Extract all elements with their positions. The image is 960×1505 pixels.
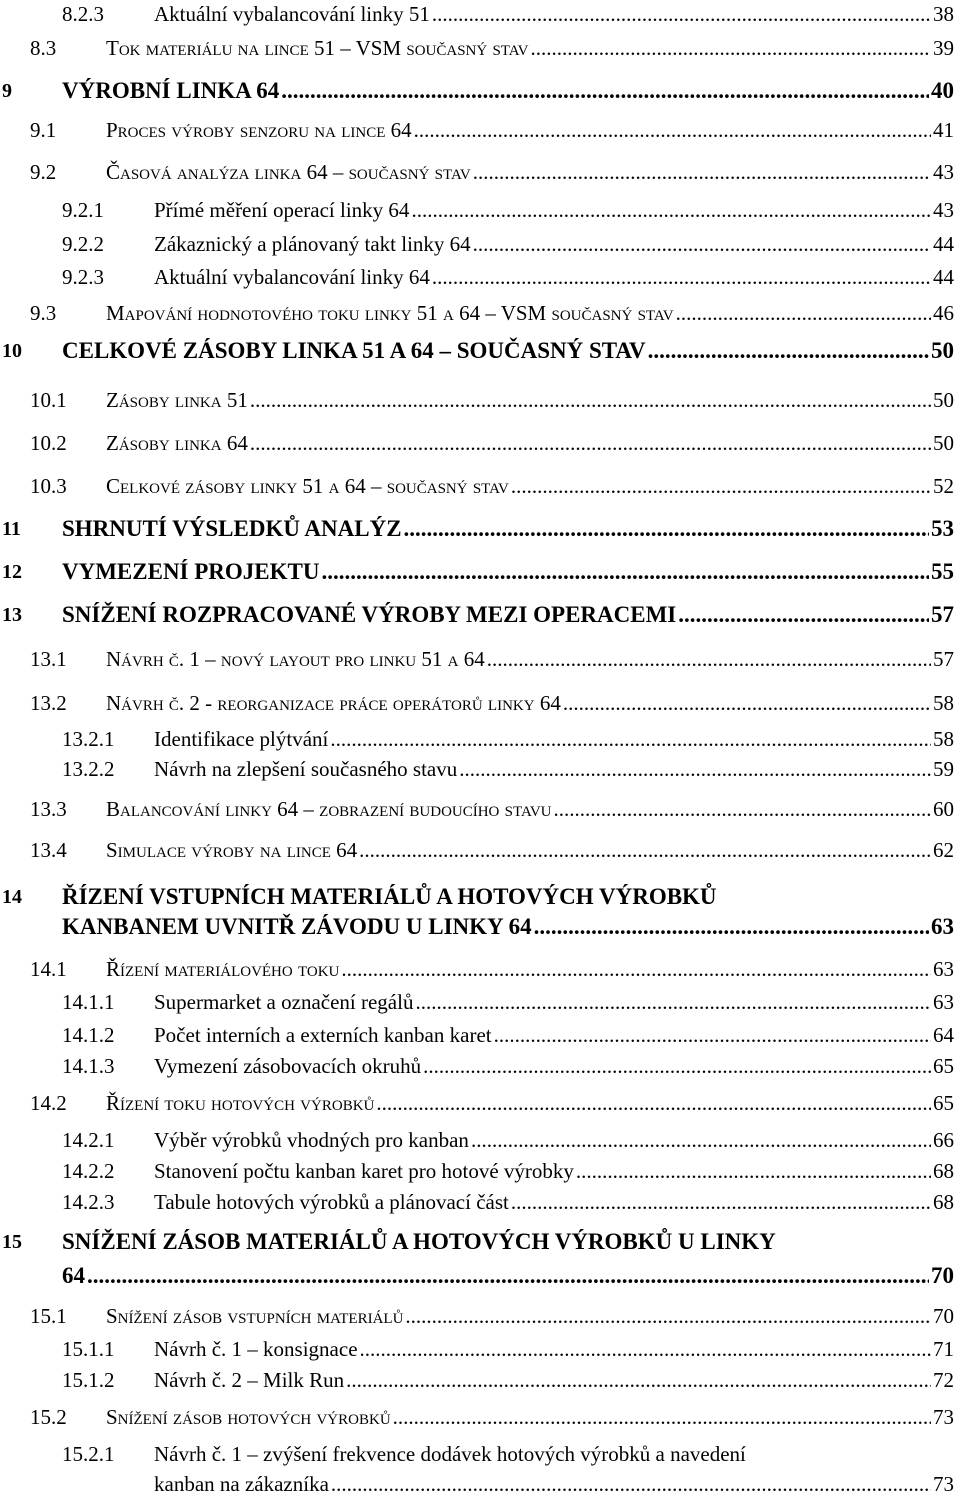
toc-entry-title: Identifikace plýtvání: [154, 727, 329, 751]
toc-entry-number: 8.3: [30, 36, 57, 60]
toc-entry-page: 57: [933, 647, 954, 671]
toc-entry-page: 50: [933, 431, 954, 455]
toc-entry-title: kanban na zákazníka: [154, 1472, 329, 1496]
toc-entry-title: VÝROBNÍ LINKA 64: [62, 78, 280, 103]
toc-entry-title: Návrh č. 2 – Milk Run: [154, 1368, 345, 1392]
toc-entry-title: Výběr výrobků vhodných pro kanban: [154, 1128, 469, 1152]
toc-entry[interactable]: [0, 1052, 960, 1082]
toc-entry[interactable]: [0, 196, 960, 226]
toc-entry-title-line1: SNÍŽENÍ ZÁSOB MATERIÁLŮ A HOTOVÝCH VÝROBKŮ U LINKY: [62, 1229, 776, 1254]
toc-entry[interactable]: [0, 386, 960, 416]
toc-entry-number: 15: [2, 1231, 22, 1253]
dot-leader: [250, 429, 931, 457]
toc-entry-title: VYMEZENÍ PROJEKTU: [62, 559, 320, 584]
toc-entry-title: Aktuální vybalancování linky 64: [154, 265, 430, 289]
dot-leader: [487, 645, 931, 673]
toc-entry-page: 46: [933, 301, 954, 325]
toc-entry-number: 8.2.3: [62, 2, 104, 26]
toc-entry[interactable]: [0, 77, 960, 107]
dot-leader: [432, 0, 931, 28]
toc-entry-page: 66: [933, 1128, 954, 1152]
toc-entry-page: 62: [933, 838, 954, 862]
toc-entry[interactable]: [0, 883, 960, 939]
toc-entry[interactable]: [0, 472, 960, 502]
toc-entry-page: 65: [933, 1091, 954, 1115]
toc-entry-title: Zásoby linka 51: [106, 388, 248, 412]
toc-entry-page: 59: [933, 757, 954, 781]
toc-entry-page: 72: [933, 1368, 954, 1392]
toc-entry[interactable]: [0, 1302, 960, 1332]
toc-entry[interactable]: [0, 337, 960, 367]
dot-leader: [87, 1262, 929, 1290]
toc-entry-title: Simulace výroby na lince 64: [106, 838, 358, 862]
toc-entry[interactable]: [0, 299, 960, 329]
toc-entry-page: 44: [933, 265, 954, 289]
dot-leader: [404, 515, 929, 543]
dot-leader: [676, 299, 931, 327]
toc-entry-number: 15.2.1: [62, 1442, 115, 1466]
toc-entry-page: 38: [933, 2, 954, 26]
toc-entry-page: 52: [933, 474, 954, 498]
dot-leader: [405, 1302, 931, 1330]
toc-entry-page: 65: [933, 1054, 954, 1078]
toc-entry-page: 40: [931, 78, 954, 103]
toc-entry-number: 13.2.2: [62, 757, 115, 781]
toc-entry-page: 71: [933, 1337, 954, 1361]
toc-entry-page: 63: [931, 914, 954, 939]
toc-entry-title: Snížení zásob vstupních materiálů: [106, 1304, 404, 1328]
toc-entry-title: Proces výroby senzoru na lince 64: [106, 118, 412, 142]
toc-entry-title: Počet interních a externích kanban karet: [154, 1023, 492, 1047]
dot-leader: [471, 1126, 931, 1154]
toc-entry[interactable]: [0, 1157, 960, 1187]
dot-leader: [534, 913, 929, 941]
toc-entry-title: Řízení toku hotových výrobků: [106, 1091, 375, 1115]
toc-entry-number: 14.1.2: [62, 1023, 115, 1047]
toc-entry-title: Zásoby linka 64: [106, 431, 248, 455]
toc-entry[interactable]: [0, 1089, 960, 1119]
toc-entry[interactable]: [0, 1440, 960, 1496]
dot-leader: [346, 1366, 931, 1394]
toc-entry-number: 14: [2, 886, 22, 908]
dot-leader: [341, 955, 931, 983]
toc-entry-number: 13.2.1: [62, 727, 115, 751]
dot-leader: [360, 1335, 931, 1363]
toc-entry-title: Stanovení počtu kanban karet pro hotové výrobky: [154, 1159, 574, 1183]
toc-entry-number: 14.2.3: [62, 1190, 115, 1214]
toc-entry-page: 70: [931, 1263, 954, 1288]
toc-entry[interactable]: [0, 1366, 960, 1396]
toc-entry-number: 15.1.1: [62, 1337, 115, 1361]
toc-entry-page: 63: [933, 990, 954, 1014]
toc-entry[interactable]: [0, 795, 960, 825]
dot-leader: [473, 230, 931, 258]
toc-entry[interactable]: [0, 1021, 960, 1051]
toc-entry-number: 14.1.1: [62, 990, 115, 1014]
toc-entry-number: 10.3: [30, 474, 67, 498]
toc-entry-number: 14.2.2: [62, 1159, 115, 1183]
toc-entry-title: SNÍŽENÍ ROZPRACOVANÉ VÝROBY MEZI OPERACEMI: [62, 602, 677, 627]
toc-entry[interactable]: [0, 34, 960, 64]
toc-entry[interactable]: [0, 725, 960, 755]
toc-entry-title: Časová analýza linka 64 – současný stav: [106, 160, 471, 184]
toc-entry-title: KANBANEM UVNITŘ ZÁVODU U LINKY 64: [62, 914, 532, 939]
dot-leader: [376, 1089, 931, 1117]
dot-leader: [511, 472, 931, 500]
toc-entry-page: 63: [933, 957, 954, 981]
toc-entry-number: 10.2: [30, 431, 67, 455]
dot-leader: [678, 601, 929, 629]
dot-leader: [563, 689, 931, 717]
toc-entry-page: 68: [933, 1159, 954, 1183]
toc-entry-page: 58: [933, 727, 954, 751]
toc-entry[interactable]: [0, 1126, 960, 1156]
toc-entry-title: 64: [62, 1263, 85, 1288]
toc-entry[interactable]: [0, 429, 960, 459]
toc-entry-number: 13.1: [30, 647, 67, 671]
toc-entry[interactable]: [0, 0, 960, 30]
toc-entry-number: 14.1: [30, 957, 67, 981]
dot-leader: [459, 755, 931, 783]
toc-entry-title: Řízení materiálového toku: [106, 957, 340, 981]
toc-entry-number: 9.2.1: [62, 198, 104, 222]
toc-entry-title: SHRNUTÍ VÝSLEDKŮ ANALÝZ: [62, 516, 402, 541]
toc-entry[interactable]: [0, 836, 960, 866]
toc-entry-page: 53: [931, 516, 954, 541]
toc-entry-number: 12: [2, 561, 22, 583]
toc-entry[interactable]: [0, 116, 960, 146]
toc-entry[interactable]: [0, 755, 960, 785]
dot-leader: [330, 725, 931, 753]
toc-entry-number: 15.1: [30, 1304, 67, 1328]
toc-entry[interactable]: [0, 263, 960, 293]
toc-entry-number: 14.2.1: [62, 1128, 115, 1152]
toc-entry-title: Balancování linky 64 – zobrazení budoucího stavu: [106, 797, 552, 821]
toc-entry-page: 68: [933, 1190, 954, 1214]
toc-entry-page: 60: [933, 797, 954, 821]
toc-entry[interactable]: [0, 515, 960, 545]
toc-entry-number: 15.1.2: [62, 1368, 115, 1392]
toc-entry-number: 14.2: [30, 1091, 67, 1115]
toc-entry-title: Snížení zásob hotových výrobků: [106, 1405, 391, 1429]
toc-entry-title: Celkové zásoby linky 51 a 64 – současný stav: [106, 474, 509, 498]
dot-leader: [415, 988, 931, 1016]
toc-entry-number: 10: [2, 340, 22, 362]
toc-entry-page: 57: [931, 602, 954, 627]
toc-entry-page: 73: [933, 1405, 954, 1429]
toc-entry-page: 44: [933, 232, 954, 256]
dot-leader: [393, 1403, 931, 1431]
toc-entry-number: 13.3: [30, 797, 67, 821]
toc-entry-page: 50: [931, 338, 954, 363]
toc-entry-page: 39: [933, 36, 954, 60]
toc-entry-page: 58: [933, 691, 954, 715]
toc-entry[interactable]: [0, 1403, 960, 1433]
toc-entry-page: 64: [933, 1023, 954, 1047]
toc-entry-number: 9.3: [30, 301, 57, 325]
dot-leader: [359, 836, 931, 864]
toc-entry-page: 55: [931, 559, 954, 584]
toc-entry[interactable]: [0, 558, 960, 588]
toc-entry-title: Vymezení zásobovacích okruhů: [154, 1054, 422, 1078]
dot-leader: [331, 1470, 931, 1498]
toc-entry-number: 9.1: [30, 118, 57, 142]
toc-entry[interactable]: [0, 158, 960, 188]
toc-entry-number: 13: [2, 604, 22, 626]
toc-entry[interactable]: [0, 1228, 960, 1288]
toc-entry-title: Aktuální vybalancování linky 51: [154, 2, 430, 26]
toc-entry-title: Návrh č. 1 – konsignace: [154, 1337, 358, 1361]
dot-leader: [414, 116, 931, 144]
toc-entry-number: 9.2.3: [62, 265, 104, 289]
toc-entry-page: 43: [933, 198, 954, 222]
toc-entry-number: 9.2.2: [62, 232, 104, 256]
toc-entry[interactable]: [0, 601, 960, 631]
dot-leader: [531, 34, 931, 62]
dot-leader: [432, 263, 931, 291]
toc-entry[interactable]: [0, 645, 960, 675]
toc-entry-title: Návrh na zlepšení současného stavu: [154, 757, 458, 781]
toc-entry-title-line1: Návrh č. 1 – zvýšení frekvence dodávek hotových výrobků a navedení: [154, 1442, 746, 1466]
toc-entry-number: 10.1: [30, 388, 67, 412]
toc-entry-title: CELKOVÉ ZÁSOBY LINKA 51 A 64 – SOUČASNÝ STAV: [62, 338, 646, 363]
dot-leader: [250, 386, 931, 414]
toc-entry-page: 70: [933, 1304, 954, 1328]
toc-entry-title: Návrh č. 2 - reorganizace práce operátorů linky 64: [106, 691, 561, 715]
dot-leader: [554, 795, 931, 823]
toc-entry-title: Přímé měření operací linky 64: [154, 198, 410, 222]
toc-entry[interactable]: [0, 1188, 960, 1218]
toc-entry-title: Mapování hodnotového toku linky 51 a 64 – VSM současný stav: [106, 301, 674, 325]
toc-entry-title-line1: ŘÍZENÍ VSTUPNÍCH MATERIÁLŮ A HOTOVÝCH VÝROBKŮ: [62, 884, 717, 909]
toc-entry-number: 11: [2, 518, 21, 540]
toc-entry-page: 43: [933, 160, 954, 184]
dot-leader: [281, 77, 929, 105]
toc-entry-number: 13.4: [30, 838, 67, 862]
toc-entry-number: 15.2: [30, 1405, 67, 1429]
toc-entry-number: 9: [2, 80, 12, 102]
dot-leader: [473, 158, 931, 186]
toc-entry-number: 14.1.3: [62, 1054, 115, 1078]
dot-leader: [648, 337, 929, 365]
dot-leader: [576, 1157, 931, 1185]
toc-entry-title: Tabule hotových výrobků a plánovací část: [154, 1190, 509, 1214]
toc-entry[interactable]: [0, 1335, 960, 1365]
dot-leader: [511, 1188, 931, 1216]
toc-entry-title: Návrh č. 1 – nový layout pro linku 51 a 64: [106, 647, 485, 671]
toc-entry-title: Zákaznický a plánovaný takt linky 64: [154, 232, 471, 256]
toc-entry-title: Supermarket a označení regálů: [154, 990, 414, 1014]
toc-entry[interactable]: [0, 955, 960, 985]
dot-leader: [423, 1052, 931, 1080]
dot-leader: [411, 196, 931, 224]
dot-leader: [494, 1021, 931, 1049]
toc-entry[interactable]: [0, 230, 960, 260]
toc-entry-number: 13.2: [30, 691, 67, 715]
toc-entry-page: 73: [933, 1472, 954, 1496]
toc-entry-title: Tok materiálu na lince 51 – VSM současný stav: [106, 36, 529, 60]
toc-entry[interactable]: [0, 988, 960, 1018]
dot-leader: [322, 558, 930, 586]
toc-entry-page: 41: [933, 118, 954, 142]
toc-entry-number: 9.2: [30, 160, 57, 184]
toc-entry[interactable]: [0, 689, 960, 719]
toc-entry-page: 50: [933, 388, 954, 412]
